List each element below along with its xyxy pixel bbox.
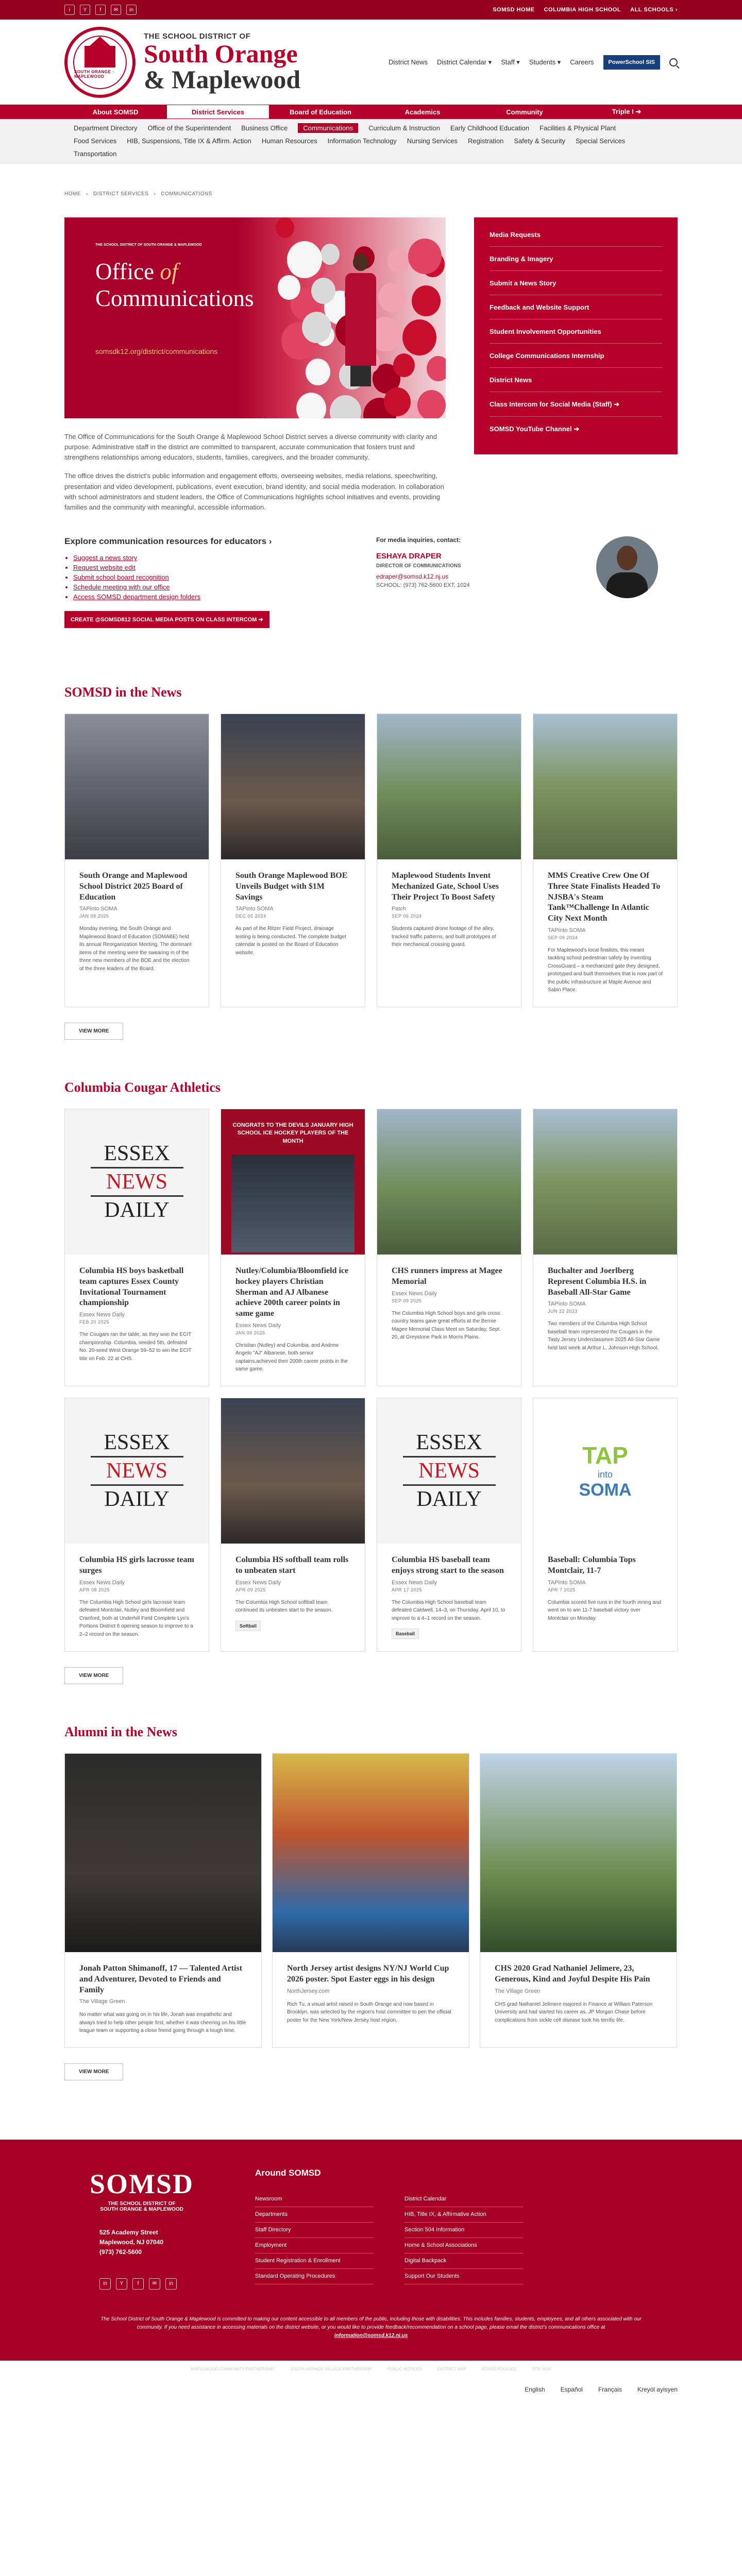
linkedin-icon[interactable]: in	[126, 5, 137, 15]
logo-rule	[403, 1484, 496, 1486]
card-description: Monday evening, the South Orange and Maplewood Board of Education (SOMABE) held its annual Reorganization Meeting. The dominant items of the meeting were the swearing in of the three new members of the BOE and the election of the three leaders of the Board.	[79, 926, 192, 972]
footer-link[interactable]: Home & School Associations	[404, 2238, 523, 2253]
lang-english[interactable]: English	[525, 2385, 545, 2393]
card-body	[533, 1544, 677, 1635]
card-title[interactable]: Columbia HS softball team rolls to unbeaten start	[235, 1555, 349, 1575]
card-description: Students captured drone footage of the alley, tracked traffic patterns, and built prototypes of their mechanical crossing guard.	[392, 926, 496, 948]
card-body	[65, 1544, 209, 1651]
partner-badge[interactable]: PUBLIC NOTICES	[387, 2366, 422, 2371]
card-body	[273, 1952, 469, 2037]
footer-link[interactable]: Standard Operating Procedures	[255, 2269, 374, 2284]
contact-title: DIRECTOR OF COMMUNICATIONS	[376, 563, 461, 569]
sidebar-link[interactable]: Branding & Imagery	[490, 247, 662, 271]
district-calendar-dropdown[interactable]: District Calendar ▾	[436, 58, 492, 66]
hero-banner-image	[64, 217, 446, 418]
breadcrumb-current: COMMUNICATIONS	[161, 191, 212, 197]
card-description: Rich Tu, a visual artist raised in South Orange and now based in Brooklyn, was selected by the region's host committee to pen the official poster for the New York/New Jersey host region.	[287, 2001, 451, 2023]
card-title[interactable]: Columbia HS baseball team enjoys strong start to the season	[392, 1555, 504, 1575]
nav-district-services[interactable]: District Services	[166, 105, 269, 119]
subnav-item[interactable]: Registration	[468, 137, 504, 145]
graduate-figure	[343, 253, 379, 387]
card-description: As part of the Ritzer Field Project, drainage testing is being conducted. The complete budget calendar is posted on the Board of Education website.	[235, 926, 346, 956]
subnav-item[interactable]: Information Technology	[327, 137, 397, 145]
sidebar-link[interactable]: Media Requests	[490, 223, 662, 247]
breadcrumb-sep: ›	[86, 191, 88, 197]
card-date: APR 09 2025	[235, 1587, 266, 1592]
nav-triple-i[interactable]: Triple I ➜	[612, 108, 642, 115]
card-title[interactable]: CHS 2020 Grad Nathaniel Jelimere, 23, Generous, Kind and Joyful Despite His Pain	[495, 1964, 650, 1984]
news-card[interactable]	[64, 714, 209, 1007]
footer-social	[85, 2278, 255, 2290]
search-icon[interactable]	[669, 58, 678, 66]
partner-badges	[0, 2361, 742, 2378]
card-source: Essex News Daily	[79, 1312, 125, 1318]
footer-heading: Around SOMSD	[255, 2167, 321, 2178]
balloon-shape	[387, 249, 410, 273]
contact-phone: SCHOOL: (973) 762-5600 EXT. 1024	[376, 582, 470, 588]
card-title[interactable]: CHS runners impress at Magee Memorial	[392, 1266, 502, 1286]
footer-link[interactable]: Departments	[255, 2207, 374, 2223]
nav-about[interactable]: About SOMSD	[92, 108, 139, 116]
sidebar-link[interactable]: Student Involvement Opportunities	[490, 319, 662, 344]
subnav-item[interactable]: Office of the Superintendent	[147, 124, 231, 132]
news-card[interactable]	[221, 1109, 365, 1386]
sub-nav	[0, 119, 742, 163]
alumni-view-more-button[interactable]: VIEW MORE	[64, 2063, 123, 2080]
subnav-item[interactable]: Business Office	[241, 124, 288, 132]
balloon-shape	[427, 356, 446, 381]
partner-badge[interactable]: DISTRICT MAP	[437, 2366, 466, 2371]
card-source: NorthJersey.com	[287, 1988, 330, 1994]
footer-column-1	[255, 2192, 374, 2284]
card-title[interactable]: Columbia HS boys basketball team captures Essex County Invitational Tournament championship	[79, 1266, 184, 1308]
breadcrumb-district-services[interactable]: DISTRICT SERVICES	[93, 191, 149, 197]
card-source: The Village Green	[79, 1998, 125, 2005]
news-card[interactable]	[272, 1753, 469, 2048]
site-footer	[0, 2140, 742, 2361]
brand-wordmark[interactable]	[144, 32, 300, 92]
essex-news-daily-logo[interactable]	[65, 1109, 209, 1255]
card-description: The Columbia High School baseball team defeated Caldwell, 14–3, on Thursday, April 10, to improve to a 4–1 record on the season.	[392, 1599, 505, 1621]
footer-link[interactable]: Staff Directory	[255, 2223, 374, 2238]
card-description: The Columbia High School girls lacrosse team defeated Montclair, Nutley and Bloomfield and Cranford, both at Underhill Field Complete Lyn's Portions District 6 opening season to improve to a 2–2 record on the season.	[79, 1599, 193, 1637]
news-word: NEWS	[106, 1170, 167, 1194]
sidebar-link[interactable]: Submit a News Story	[490, 271, 662, 295]
somsd-home-link[interactable]: SOMSD HOME	[493, 7, 535, 13]
logo-rule	[403, 1456, 496, 1458]
sidebar-link[interactable]: Class Intercom for Social Media (Staff) ➜	[490, 392, 662, 417]
card-body	[221, 1255, 365, 1386]
card-date: FEB 20 2025	[79, 1319, 110, 1325]
site-header	[0, 20, 742, 105]
logo-rule	[91, 1167, 183, 1168]
card-source: TAPinto SOMA	[548, 1301, 586, 1308]
card-description: The Columbia High School softball team continued its unbeaten start to the season.	[235, 1599, 333, 1614]
footer-column-2	[404, 2192, 523, 2284]
card-date: APR 17 2025	[392, 1587, 423, 1592]
card-source: TAPinto SOMA	[79, 906, 117, 912]
card-title[interactable]: Columbia HS girls lacrosse team surges	[79, 1555, 194, 1575]
hero-paragraph-2: The office drives the district's public information and engagement efforts, overseeing websites, media relations, speechwriting, presentation and video development, publications, event execution, brand identity, and social media moderation. In collaboration with school administrators and student leaders, the Office of Communications highlights school initiatives and events, providing families and the community with meaningful, accessible information.	[64, 472, 444, 511]
powerschool-button[interactable]: PowerSchool SIS	[603, 55, 660, 70]
subnav-item[interactable]: Curriculum & Instruction	[368, 124, 440, 132]
card-body	[533, 859, 677, 1007]
card-title[interactable]: MMS Creative Crew One Of Three State Finalists Headed To NJSBA's Steam Tank™Challenge In Atlantic City Next Month	[548, 871, 661, 923]
footer-link[interactable]: Digital Backpack	[404, 2253, 523, 2269]
sidebar-link[interactable]: Feedback and Website Support	[490, 295, 662, 319]
card-title[interactable]: South Orange Maplewood BOE Unveils Budget with $1M Savings	[235, 871, 348, 902]
card-date: JAN 08 2025	[79, 913, 109, 919]
students-dropdown[interactable]: Students ▾	[529, 58, 561, 66]
subnav-item[interactable]: Department Directory	[74, 124, 138, 132]
subnav-item[interactable]: Human Resources	[261, 137, 317, 145]
district-news-link[interactable]: District News	[389, 58, 428, 66]
class-intercom-cta-button[interactable]: CREATE @SOMSD812 SOCIAL MEDIA POSTS ON CLASS INTERCOM ➜	[64, 611, 269, 628]
balloon-shape	[378, 283, 406, 312]
columbia-hs-link[interactable]: COLUMBIA HIGH SCHOOL	[544, 7, 621, 13]
card-tag[interactable]: Softball	[235, 1621, 261, 1631]
balloon-shape	[384, 387, 411, 416]
breadcrumb	[0, 163, 742, 217]
brand-line1: South Orange	[144, 39, 298, 68]
athletics-section-title: Columbia Cougar Athletics	[64, 1079, 221, 1095]
daily-word: DAILY	[104, 1487, 170, 1511]
balloon-shape	[311, 278, 335, 304]
contact-photo	[596, 536, 658, 598]
card-body	[65, 1255, 209, 1375]
instagram-icon[interactable]: i	[64, 5, 75, 15]
card-source: Patch	[392, 906, 407, 912]
athletics-section	[64, 1080, 678, 1684]
subnav-item[interactable]: Facilities & Physical Plant	[539, 124, 616, 132]
subnav-item[interactable]: Communications	[298, 123, 358, 133]
news-card[interactable]	[533, 714, 678, 1007]
card-description: The Columbia High School boys and girls cross country teams gave great efforts at the Bernie Magee Memorial Class Meet on Saturday, Sept. 20, at Greystone Park in Morris Plains.	[392, 1310, 501, 1341]
news-section-title: SOMSD in the News	[64, 684, 182, 700]
card-date: SEP 09 2025	[392, 1298, 422, 1303]
hero-title: Office of Communications	[95, 259, 254, 311]
nav-board-of-education[interactable]: Board of Education	[290, 108, 351, 116]
explore-link[interactable]: • Request website edit	[73, 564, 376, 571]
email-icon[interactable]: ✉	[111, 5, 121, 15]
youtube-icon[interactable]: Y	[80, 5, 90, 15]
balloon-shape	[306, 359, 330, 385]
card-date: APR 7 2025	[548, 1587, 576, 1592]
news-view-more-button[interactable]: VIEW MORE	[64, 1023, 123, 1040]
news-card[interactable]	[377, 714, 521, 1007]
alumni-section	[64, 1724, 678, 2080]
card-photo[interactable]	[377, 1109, 521, 1255]
header-nav	[389, 55, 678, 70]
card-date: DEC 05 2024	[235, 913, 266, 919]
contact-email-link[interactable]: edraper@somsd.k12.nj.us	[376, 572, 449, 580]
district-seal-logo[interactable]: SOUTH ORANGE · MAPLEWOOD	[64, 27, 136, 98]
hero-description	[64, 432, 446, 513]
brand-line2: & Maplewood	[144, 65, 301, 94]
accessibility-email-link[interactable]: information@somsd.k12.nj.us	[334, 2332, 408, 2338]
alumni-photo[interactable]	[65, 1754, 261, 1952]
athletics-view-more-button[interactable]: VIEW MORE	[64, 1667, 123, 1684]
card-body	[377, 859, 521, 961]
sidebar-link[interactable]: SOMSD YouTube Channel ➜	[490, 425, 580, 433]
balloon-shape	[276, 217, 294, 238]
card-date: SEP 06 2024	[392, 913, 422, 919]
subnav-item[interactable]: Transportation	[74, 150, 117, 158]
into-word: into	[597, 1469, 613, 1480]
card-source: Essex News Daily	[392, 1579, 437, 1586]
facebook-icon[interactable]: f	[132, 2278, 144, 2290]
footer-link[interactable]: HIB, Title IX, & Affirmative Action	[404, 2207, 523, 2223]
partner-badge[interactable]: SOUTH ORANGE VILLAGE PARTNERSHIP	[290, 2366, 372, 2371]
footer-link[interactable]: District Calendar	[404, 2192, 523, 2207]
news-word: NEWS	[106, 1459, 167, 1483]
brand-small: THE SCHOOL DISTRICT OF	[144, 32, 251, 41]
alumni-photo[interactable]	[273, 1754, 469, 1952]
explore-section	[64, 536, 678, 628]
hockey-banner-text: CONGRATS TO THE DEVILS JANUARY HIGH SCHOOL ICE HOCKEY PLAYERS OF THE MONTH	[232, 1122, 353, 1144]
lang-kreyol[interactable]: Kreyòl ayisyen	[637, 2385, 678, 2393]
hockey-players-photo	[231, 1155, 355, 1252]
card-source: TAPinto SOMA	[235, 906, 274, 912]
balloon-shape	[287, 241, 322, 278]
card-description: CHS grad Nathaniel Jelimere majored in Finance at William Paterson University and had started his career as. JP Morgan Chase before complications from sickle cell disease took his terrific life.	[495, 2001, 653, 2023]
card-photo[interactable]	[533, 1109, 677, 1255]
card-tag[interactable]: Baseball	[392, 1629, 419, 1639]
balloon-shape	[278, 275, 300, 300]
alumni-section-title: Alumni in the News	[64, 1724, 177, 1740]
card-title[interactable]: Nutley/Columbia/Bloomfield ice hockey players Christian Sherman and AJ Albanese achieve 200th career points in same game	[235, 1266, 349, 1318]
instagram-icon[interactable]: in	[165, 2278, 177, 2290]
card-title[interactable]: Maplewood Students Invent Mechanized Gate, School Uses Their Project To Boost Safety	[392, 871, 499, 902]
hero-mini-logo: THE SCHOOL DISTRICT OF SOUTH ORANGE & MAPLEWOOD	[95, 243, 202, 247]
partner-badge[interactable]: SITE MAP	[532, 2366, 551, 2371]
card-description: For Maplewood's local finalists, this meant tackling school pedestrian safety by inventing CrossGuard – a mechanized gate they designed, prototyped and built themselves that is now part of the public infrastructure at Maple Avenue and Sabin Place.	[548, 947, 663, 993]
card-source: Essex News Daily	[235, 1322, 281, 1329]
essex-word: ESSEX	[104, 1141, 170, 1165]
tapinto-soma-logo[interactable]	[533, 1398, 677, 1544]
footer-link[interactable]: Support Our Students	[404, 2269, 523, 2284]
balloon-shape	[408, 239, 442, 274]
card-title[interactable]: Jonah Patton Shimanoff, 17 — Talented Artist and Adventurer, Devoted to Friends and Family	[79, 1964, 243, 1994]
logo-rule	[91, 1195, 183, 1197]
footer-phone[interactable]: (973) 762-5600	[99, 2248, 142, 2256]
card-source: Essex News Daily	[392, 1290, 437, 1297]
explore-link[interactable]: • Submit school board recognition	[73, 573, 376, 581]
utility-bar	[0, 0, 742, 20]
card-source: Essex News Daily	[79, 1579, 125, 1586]
card-title[interactable]: South Orange and Maplewood School District 2025 Board of Education	[79, 871, 188, 902]
lang-francais[interactable]: Français	[598, 2385, 622, 2393]
footer-link[interactable]: Newsroom	[255, 2192, 374, 2207]
main-nav	[0, 105, 742, 119]
news-card[interactable]	[377, 1398, 521, 1652]
hero-paragraph-1: The Office of Communications for the South Orange & Maplewood School District serves a diverse community with clarity and purpose. Administrative staff in the district are committed to transparent, accurate communication that fosters trust and strengthens relationships among educators, students, families, caregivers, and the broader community.	[64, 433, 437, 462]
card-body	[65, 859, 209, 985]
facebook-icon[interactable]: f	[95, 5, 106, 15]
card-date: JUN 22 2023	[548, 1309, 578, 1314]
balloon-shape	[296, 393, 326, 418]
card-photo[interactable]	[221, 1398, 365, 1544]
card-body	[480, 1952, 677, 2037]
subnav-item[interactable]: Special Services	[576, 137, 626, 145]
card-source: TAPinto SOMA	[548, 927, 586, 934]
contact-name: ESHAYA DRAPER	[376, 551, 442, 561]
card-photo[interactable]	[65, 714, 209, 859]
card-description: Two members of the Columbia High School baseball team represented the Cougars in the Tasty Jersey Underclassmen 2025 All-Star Game held last week at Arthur L. Johnson High School.	[548, 1321, 660, 1351]
all-schools-link[interactable]: ALL SCHOOLS ›	[630, 7, 678, 13]
subnav-item[interactable]: Safety & Security	[514, 137, 566, 145]
contact-heading: For media inquiries, contact:	[376, 536, 461, 544]
subnav-item[interactable]: HIB, Suspensions, Title IX & Affirm. Action	[127, 137, 251, 145]
news-card[interactable]	[377, 1109, 521, 1386]
news-card[interactable]	[533, 1109, 678, 1386]
daily-word: DAILY	[104, 1198, 170, 1223]
explore-link[interactable]: • Schedule meeting with our office	[73, 583, 376, 591]
essex-word: ESSEX	[104, 1430, 170, 1454]
card-date: APR 08 2025	[79, 1587, 110, 1592]
nav-academics[interactable]: Academics	[404, 108, 441, 116]
logo-rule	[91, 1456, 183, 1458]
tap-word: TAP	[582, 1442, 628, 1469]
card-body	[221, 859, 365, 969]
card-body	[533, 1255, 677, 1364]
card-photo[interactable]	[221, 714, 365, 859]
card-body	[221, 1544, 365, 1643]
alumni-photo[interactable]	[480, 1754, 677, 1952]
media-contact	[376, 536, 470, 628]
footer-link[interactable]: Student Registration & Enrollment	[255, 2253, 374, 2269]
balloon-shape	[302, 312, 331, 343]
careers-link[interactable]: Careers	[570, 58, 594, 66]
card-body	[377, 1255, 521, 1354]
card-body	[65, 1952, 261, 2047]
linkedin-icon[interactable]: in	[99, 2278, 111, 2290]
partner-badge[interactable]: BOARD POLICIES	[481, 2366, 517, 2371]
news-word: NEWS	[418, 1459, 480, 1483]
subnav-item[interactable]: Early Childhood Education	[450, 124, 530, 132]
news-card[interactable]	[533, 1398, 678, 1652]
card-title[interactable]: Baseball: Columbia Tops Montclair, 11-7	[548, 1555, 636, 1575]
daily-word: DAILY	[416, 1487, 482, 1511]
balloon-shape	[402, 319, 436, 355]
explore-link[interactable]: • Access SOMSD department design folders	[73, 593, 376, 601]
sidebar-link[interactable]: College Communications Internship	[490, 344, 662, 368]
explore-heading[interactable]: Explore communication resources for educators ›	[64, 536, 272, 546]
card-description: No matter what was going on in his life, Jonah was empathetic and always tried to help other people first, whether it was cheering on his little league team or supporting a close friend going through a tough time.	[79, 2012, 246, 2034]
hero-url: somsdk12.org/district/communications	[95, 347, 218, 355]
card-date: JAN 09 2025	[235, 1330, 265, 1335]
essex-word: ESSEX	[416, 1430, 482, 1454]
soma-word: SOMA	[579, 1480, 632, 1500]
staff-dropdown[interactable]: Staff ▾	[501, 58, 520, 66]
hockey-players-banner[interactable]	[221, 1109, 365, 1255]
card-photo[interactable]	[377, 714, 521, 859]
logo-rule	[91, 1484, 183, 1486]
footer-link[interactable]: Employment	[255, 2238, 374, 2253]
card-description: The Cougars ran the table, as they won the ECIT championship. Columbia, seeded 5th, defeated No. 20-seed West Orange 59–52 to win the ECIT title on Feb. 22 at CHS.	[79, 1332, 192, 1362]
card-source: The Village Green	[495, 1988, 541, 1994]
footer-address: 525 Academy Street Maplewood, NJ 07040 (973) 762-5600	[85, 2228, 255, 2258]
youtube-icon[interactable]: Y	[116, 2278, 127, 2290]
essex-news-daily-logo[interactable]	[377, 1398, 521, 1544]
news-card[interactable]	[64, 1753, 262, 2048]
nav-community[interactable]: Community	[506, 108, 543, 116]
footer-link[interactable]: Section 504 Information	[404, 2223, 523, 2238]
balloon-shape	[393, 353, 415, 377]
card-date: SEP 09 2024	[548, 935, 578, 940]
communications-sidebar	[474, 217, 678, 454]
lang-espanol[interactable]: Español	[560, 2385, 583, 2393]
news-card[interactable]	[64, 1109, 209, 1386]
email-icon[interactable]: ✉	[149, 2278, 160, 2290]
essex-news-daily-logo[interactable]	[65, 1398, 209, 1544]
card-source: Essex News Daily	[235, 1579, 281, 1586]
explore-link[interactable]: • Suggest a news story	[73, 554, 376, 562]
subnav-item[interactable]: Nursing Services	[407, 137, 458, 145]
card-source: TAPinto SOMA	[548, 1579, 586, 1586]
balloon-shape	[412, 285, 441, 316]
balloon-shape	[330, 395, 361, 418]
news-card[interactable]	[64, 1398, 209, 1652]
news-card[interactable]	[221, 1398, 365, 1652]
sidebar-link[interactable]: District News	[490, 368, 662, 392]
accessibility-note: The School District of South Orange & Maplewood is committed to making our content accessible to all members of the public, including those with disabilities. This includes families, students, employees, and all others associated with our community. If you need assistance in accessing materials on the district website, or you would like to provide feedback/recommendation on a school page, please email the district's communications office at information@somsd.k12.nj.us	[100, 2316, 642, 2338]
card-title[interactable]: Buchalter and Joerlberg Represent Columbia H.S. in Baseball All-Star Game	[548, 1266, 647, 1297]
balloon-shape	[321, 244, 340, 265]
card-title[interactable]: North Jersey artist designs NY/NJ World Cup 2026 poster. Spot Easter eggs in his design	[287, 1964, 449, 1984]
card-photo[interactable]	[533, 714, 677, 859]
news-card[interactable]	[221, 714, 365, 1007]
news-card[interactable]	[480, 1753, 677, 2048]
card-description: Columbia scored five runs in the fourth inning and went on to win 11-7 baseball victory over Montclair on Monday.	[548, 1599, 662, 1621]
footer-logo[interactable]: SOMSD	[89, 2168, 194, 2199]
partner-badge[interactable]: MAPLEWOOD COMMUNITY PARTNERSHIP	[191, 2366, 275, 2371]
balloon-shape	[417, 390, 446, 418]
utility-links	[493, 7, 678, 13]
card-description: Christian (Nutley) and Columbia, and Andrew Angelo "AJ" Albanese, both senior captains,achieved their 200th career points in the same game.	[235, 1342, 348, 1372]
explore-links	[64, 554, 376, 601]
somsd-news-section	[64, 685, 678, 1040]
utility-social	[64, 5, 137, 15]
subnav-item[interactable]: Food Services	[74, 137, 117, 145]
card-body	[377, 1544, 521, 1651]
language-bar	[0, 2378, 742, 2401]
breadcrumb-sep: ›	[154, 191, 156, 197]
breadcrumb-home[interactable]: HOME	[64, 191, 81, 197]
footer-logo-sub: THE SCHOOL DISTRICT OF SOUTH ORANGE & MAPLEWOOD	[100, 2200, 183, 2212]
